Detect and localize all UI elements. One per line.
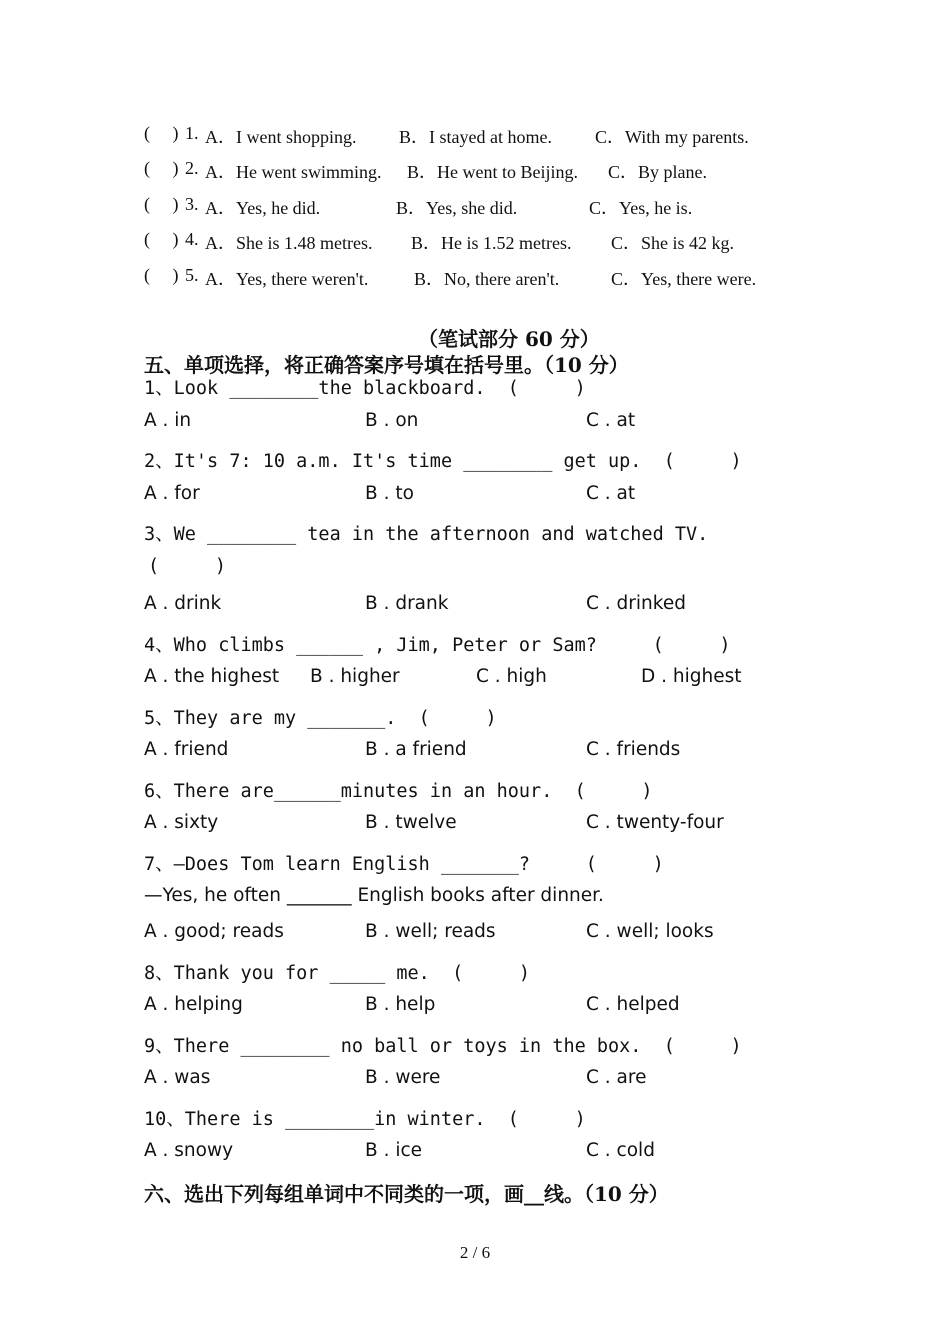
answer-paren: ( )	[148, 556, 226, 577]
option-c: C . helped	[586, 994, 680, 1015]
option-c: C．Yes, there were.	[611, 269, 757, 289]
question-text: 7、—Does Tom learn English _______? ( )	[144, 854, 664, 875]
option-a: A . drink	[144, 593, 222, 614]
option-a: A．Yes, there weren't.	[205, 269, 369, 289]
option-c: C . well; looks	[586, 921, 714, 942]
option-a: A . the highest	[144, 666, 280, 687]
option-b: B．I stayed at home.	[399, 127, 552, 147]
option-c: C．By plane.	[608, 162, 707, 182]
question-text: 9、There ________ no ball or toys in the box. ( )	[144, 1036, 742, 1057]
item-number: 3.	[185, 194, 199, 214]
answer-paren: ( )	[144, 265, 179, 285]
option-b: B . were	[365, 1067, 441, 1088]
option-a: A . for	[144, 483, 200, 504]
option-b: B . higher	[310, 666, 400, 687]
option-c: C . are	[586, 1067, 647, 1088]
item-number: 1.	[185, 123, 199, 143]
item-number: 4.	[185, 229, 199, 249]
written-part-title: （笔试部分 60 分）	[418, 327, 600, 351]
option-c: C．She is 42 kg.	[611, 233, 735, 253]
option-c: C . cold	[586, 1140, 655, 1161]
option-a: A．I went shopping.	[205, 127, 357, 147]
question-text: 8、Thank you for _____ me. ( )	[144, 963, 531, 984]
section5-title: 五、单项选择，将正确答案序号填在括号里。（10 分）	[144, 353, 629, 377]
option-b: B . well; reads	[365, 921, 496, 942]
option-a: A . was	[144, 1067, 211, 1088]
option-b: B．He is 1.52 metres.	[411, 233, 572, 253]
answer-paren: ( )	[144, 123, 179, 143]
option-b: B . on	[365, 410, 419, 431]
option-a: A . sixty	[144, 812, 219, 833]
option-b: B . help	[365, 994, 436, 1015]
option-b: B . twelve	[365, 812, 457, 833]
item-number: 2.	[185, 158, 199, 178]
option-b: B . drank	[365, 593, 449, 614]
option-c: C．With my parents.	[595, 127, 749, 147]
option-a: A . friend	[144, 739, 229, 760]
section6-title: 六、选出下列每组单词中不同类的一项，画__线。（10 分）	[144, 1182, 669, 1206]
option-a: A . good; reads	[144, 921, 284, 942]
option-b: B . ice	[365, 1140, 423, 1161]
option-c: C . high	[476, 666, 547, 687]
question-text: 2、It's 7: 10 a.m. It's time ________ get up. ( )	[144, 451, 742, 472]
option-a: A．She is 1.48 metres.	[205, 233, 373, 253]
answer-paren: ( )	[144, 229, 179, 249]
question-text: 1、Look ________the blackboard. ( )	[144, 378, 586, 399]
option-c: C．Yes, he is.	[589, 198, 693, 218]
option-b: B．Yes, she did.	[396, 198, 518, 218]
question-text-line2: —Yes, he often _______ English books after dinner.	[144, 885, 604, 906]
question-text: 3、We ________ tea in the afternoon and watched TV.	[144, 524, 709, 545]
page-number: 2 / 6	[459, 1243, 491, 1262]
option-b: B．He went to Beijing.	[407, 162, 578, 182]
question-text: 10、There is ________in winter. ( )	[144, 1109, 586, 1130]
option-a: A . snowy	[144, 1140, 234, 1161]
option-a: A . in	[144, 410, 192, 431]
option-c: C . at	[586, 483, 636, 504]
question-text: 5、They are my _______. ( )	[144, 708, 497, 729]
item-number: 5.	[185, 265, 199, 285]
option-b: B．No, there aren't.	[414, 269, 560, 289]
option-c: C . at	[586, 410, 636, 431]
option-b: B . a friend	[365, 739, 467, 760]
answer-paren: ( )	[144, 158, 179, 178]
option-b: B . to	[365, 483, 414, 504]
question-text: 6、There are______minutes in an hour. ( )	[144, 781, 653, 802]
option-c: C . drinked	[586, 593, 686, 614]
question-text: 4、Who climbs ______ , Jim, Peter or Sam? ( )	[144, 635, 731, 656]
option-a: A．He went swimming.	[205, 162, 382, 182]
option-a: A . helping	[144, 994, 243, 1015]
option-c: C . friends	[586, 739, 681, 760]
option-a: A．Yes, he did.	[205, 198, 321, 218]
answer-paren: ( )	[144, 194, 179, 214]
option-c: C . twenty-four	[586, 812, 724, 833]
option-d: D . highest	[641, 666, 742, 687]
